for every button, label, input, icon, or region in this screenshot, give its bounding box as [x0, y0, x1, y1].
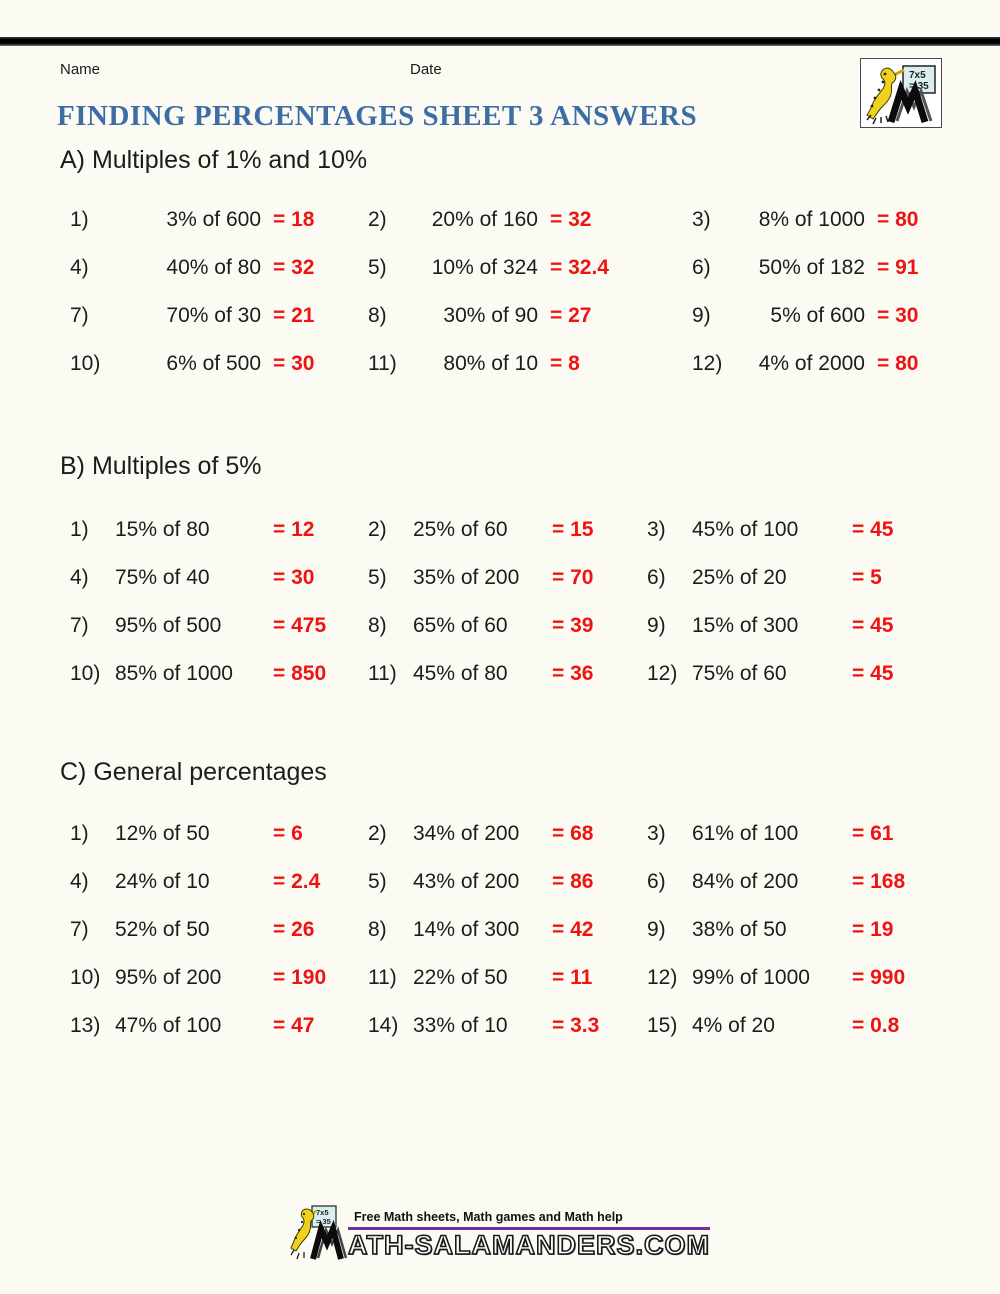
problem-ans: = 61: [852, 822, 894, 845]
problem-cell: [358, 292, 682, 340]
problem-expr: 25% of 60: [413, 518, 508, 541]
problem-num: 9): [647, 614, 666, 637]
problem-ans: = 32: [273, 256, 315, 279]
problem-num: 7): [70, 614, 89, 637]
problem-expr: 4% of 20: [692, 1014, 775, 1037]
problem-cell: [60, 858, 358, 906]
problem-num: 7): [70, 918, 89, 941]
problem-ans: = 47: [273, 1014, 315, 1037]
problem-ans: = 190: [273, 966, 327, 989]
problem-expr: 14% of 300: [413, 918, 520, 941]
problem-num: 9): [647, 918, 666, 941]
problem-grid: [60, 810, 1000, 1050]
problem-expr: 34% of 200: [413, 822, 520, 845]
problem-ans: = 39: [552, 614, 594, 637]
problem-num: 14): [368, 1014, 399, 1037]
problem-cell: [60, 554, 358, 602]
problem-num: 13): [70, 1014, 101, 1037]
svg-text:= 35: = 35: [909, 81, 929, 92]
problem-num: 11): [368, 966, 397, 989]
problem-cell: [358, 554, 637, 602]
problem-cell: [358, 506, 637, 554]
problem-ans: = 18: [273, 208, 315, 231]
problem-ans: = 42: [552, 918, 594, 941]
problem-num: 4): [70, 566, 89, 589]
problem-num: 4): [70, 256, 89, 279]
problem-num: 1): [70, 208, 89, 231]
problem-expr: 52% of 50: [115, 918, 210, 941]
problem-ans: = 30: [877, 304, 919, 327]
problem-num: 8): [368, 918, 387, 941]
problem-num: 11): [368, 352, 397, 375]
problem-ans: = 3.3: [552, 1014, 600, 1037]
top-divider: [0, 37, 1000, 46]
problem-ans: = 45: [852, 614, 894, 637]
problem-ans: = 8: [550, 352, 580, 375]
problem-expr: 50% of 182: [758, 256, 865, 279]
problem-ans: = 19: [852, 918, 894, 941]
problem-ans: = 21: [273, 304, 315, 327]
problem-expr: 33% of 10: [413, 1014, 508, 1037]
problem-cell: [358, 650, 637, 698]
problem-cell: [637, 1002, 937, 1050]
problem-expr: 4% of 2000: [758, 352, 865, 375]
problem-expr: 65% of 60: [413, 614, 508, 637]
problem-ans: = 68: [552, 822, 594, 845]
name-label: Name: [60, 61, 101, 78]
problem-ans: = 6: [273, 822, 303, 845]
problem-ans: = 5: [852, 566, 882, 589]
problem-expr: 95% of 500: [115, 614, 222, 637]
problem-cell: [60, 954, 358, 1002]
salamander-legs-icon: [867, 115, 888, 124]
date-label: Date: [410, 61, 442, 78]
section-A: [0, 146, 1000, 388]
problem-num: 10): [70, 662, 101, 685]
problem-cell: [358, 810, 637, 858]
footer-salamander-logo-icon: [290, 1204, 352, 1262]
problem-num: 5): [368, 566, 387, 589]
problem-num: 12): [692, 352, 723, 375]
problem-expr: 15% of 80: [115, 518, 210, 541]
problem-num: 10): [70, 966, 101, 989]
svg-text:7x5: 7x5: [316, 1208, 329, 1217]
problem-num: 7): [70, 304, 89, 327]
problem-num: 5): [368, 256, 387, 279]
problem-num: 5): [368, 870, 387, 893]
problem-expr: 75% of 40: [115, 566, 210, 589]
problem-grid: [60, 196, 1000, 388]
problem-ans: = 80: [877, 352, 919, 375]
problem-ans: = 86: [552, 870, 594, 893]
problem-cell: [60, 906, 358, 954]
problem-num: 3): [647, 822, 666, 845]
problem-expr: 20% of 160: [431, 208, 538, 231]
problem-expr: 70% of 30: [166, 304, 261, 327]
math-salamanders-logo: [860, 58, 942, 128]
section-B: [0, 452, 1000, 698]
problem-ans: = 80: [877, 208, 919, 231]
problem-cell: [358, 196, 682, 244]
problem-ans: = 26: [273, 918, 315, 941]
problem-expr: 43% of 200: [413, 870, 520, 893]
problem-num: 12): [647, 662, 678, 685]
problem-cell: [637, 650, 937, 698]
problem-cell: [358, 1002, 637, 1050]
problem-cell: [358, 340, 682, 388]
problem-cell: [60, 292, 358, 340]
problem-ans: = 15: [552, 518, 594, 541]
svg-text:7x5: 7x5: [909, 70, 926, 81]
problem-ans: = 45: [852, 662, 894, 685]
problem-num: 4): [70, 870, 89, 893]
problem-num: 15): [647, 1014, 678, 1037]
svg-text:= 35: = 35: [316, 1217, 331, 1226]
problem-num: 12): [647, 966, 678, 989]
problem-ans: = 850: [273, 662, 327, 685]
problem-expr: 25% of 20: [692, 566, 787, 589]
problem-expr: 8% of 1000: [758, 208, 865, 231]
problem-ans: = 27: [550, 304, 592, 327]
problem-ans: = 70: [552, 566, 594, 589]
problem-expr: 15% of 300: [692, 614, 799, 637]
problem-grid: [60, 506, 1000, 698]
problem-num: 3): [647, 518, 666, 541]
problem-cell: [60, 1002, 358, 1050]
problem-expr: 35% of 200: [413, 566, 520, 589]
problem-expr: 95% of 200: [115, 966, 222, 989]
problem-num: 1): [70, 822, 89, 845]
problem-num: 3): [692, 208, 711, 231]
problem-cell: [60, 196, 358, 244]
problem-num: 2): [368, 518, 387, 541]
problem-cell: [637, 506, 937, 554]
problem-cell: [637, 554, 937, 602]
problem-expr: 75% of 60: [692, 662, 787, 685]
problem-ans: = 45: [852, 518, 894, 541]
problem-expr: 22% of 50: [413, 966, 508, 989]
problem-expr: 85% of 1000: [115, 662, 233, 685]
problem-cell: [682, 244, 940, 292]
problem-expr: 84% of 200: [692, 870, 799, 893]
problem-cell: [60, 810, 358, 858]
section-heading: A) Multiples of 1% and 10%: [60, 146, 368, 174]
problem-num: 11): [368, 662, 397, 685]
problem-ans: = 30: [273, 566, 315, 589]
footer-salamander-body-icon: [291, 1209, 314, 1251]
problem-num: 6): [647, 566, 666, 589]
section-C: [0, 758, 1000, 1050]
problem-expr: 61% of 100: [692, 822, 799, 845]
problem-expr: 5% of 600: [770, 304, 865, 327]
problem-cell: [682, 196, 940, 244]
problem-ans: = 91: [877, 256, 919, 279]
problem-expr: 24% of 10: [115, 870, 210, 893]
footer-site-name: ATH-SALAMANDERS.COM: [348, 1230, 710, 1260]
problem-cell: [358, 244, 682, 292]
problem-cell: [358, 906, 637, 954]
section-heading: B) Multiples of 5%: [60, 452, 262, 480]
problem-cell: [637, 858, 937, 906]
problem-num: 10): [70, 352, 101, 375]
problem-expr: 38% of 50: [692, 918, 787, 941]
problem-cell: [358, 858, 637, 906]
problem-expr: 12% of 50: [115, 822, 210, 845]
problem-expr: 30% of 90: [443, 304, 538, 327]
problem-ans: = 32.4: [550, 256, 609, 279]
problem-cell: [60, 650, 358, 698]
footer-text-block: [348, 1210, 710, 1261]
problem-expr: 3% of 600: [166, 208, 261, 231]
problem-ans: = 990: [852, 966, 906, 989]
problem-ans: = 2.4: [273, 870, 321, 893]
problem-expr: 45% of 100: [692, 518, 799, 541]
problem-cell: [637, 906, 937, 954]
section-heading: C) General percentages: [60, 758, 327, 786]
problem-ans: = 12: [273, 518, 315, 541]
problem-num: 8): [368, 614, 387, 637]
problem-num: 2): [368, 822, 387, 845]
problem-expr: 47% of 100: [115, 1014, 222, 1037]
problem-expr: 45% of 80: [413, 662, 508, 685]
problem-cell: [60, 602, 358, 650]
problem-cell: [637, 602, 937, 650]
problem-num: 1): [70, 518, 89, 541]
problem-num: 2): [368, 208, 387, 231]
problem-ans: = 11: [552, 966, 593, 989]
problem-ans: = 0.8: [852, 1014, 900, 1037]
salamander-logo-icon: [861, 59, 941, 127]
footer-brand: [0, 1204, 1000, 1262]
problem-expr: 6% of 500: [166, 352, 261, 375]
problem-cell: [358, 954, 637, 1002]
page-title: FINDING PERCENTAGES SHEET 3 ANSWERS: [57, 100, 698, 132]
problem-cell: [60, 244, 358, 292]
problem-num: 6): [692, 256, 711, 279]
problem-ans: = 475: [273, 614, 327, 637]
footer-tagline: Free Math sheets, Math games and Math help: [348, 1210, 710, 1230]
problem-cell: [637, 810, 937, 858]
problem-cell: [682, 340, 940, 388]
problem-ans: = 36: [552, 662, 594, 685]
problem-ans: = 30: [273, 352, 315, 375]
problem-cell: [358, 602, 637, 650]
problem-cell: [682, 292, 940, 340]
problem-expr: 10% of 324: [431, 256, 538, 279]
problem-cell: [60, 506, 358, 554]
problem-num: 9): [692, 304, 711, 327]
problem-cell: [637, 954, 937, 1002]
problem-num: 6): [647, 870, 666, 893]
problem-ans: = 32: [550, 208, 592, 231]
problem-expr: 99% of 1000: [692, 966, 810, 989]
problem-cell: [60, 340, 358, 388]
problem-expr: 40% of 80: [166, 256, 261, 279]
problem-ans: = 168: [852, 870, 906, 893]
problem-num: 8): [368, 304, 387, 327]
problem-expr: 80% of 10: [443, 352, 538, 375]
